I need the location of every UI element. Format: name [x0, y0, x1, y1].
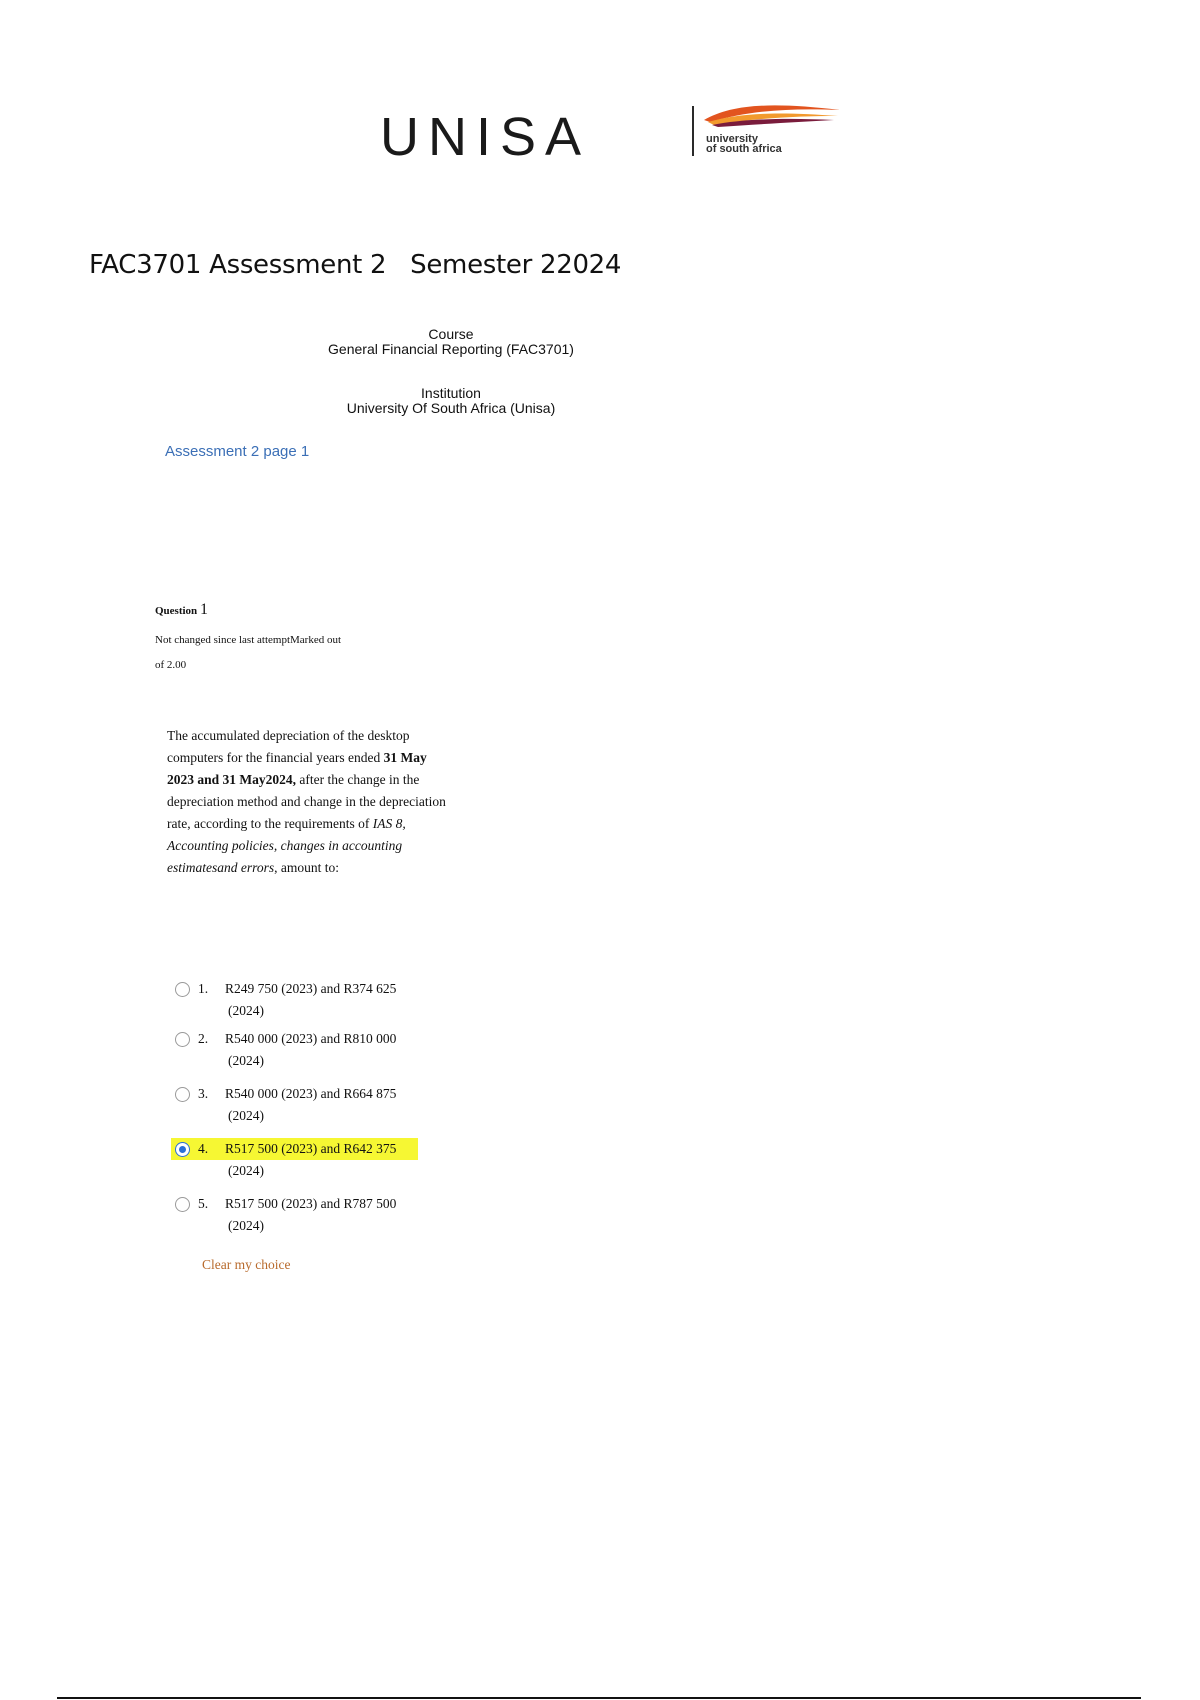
institution-value: University Of South Africa (Unisa)	[346, 400, 556, 416]
institution-block	[251, 386, 651, 416]
radio-button[interactable]	[175, 1032, 190, 1047]
radio-button[interactable]	[175, 1197, 190, 1212]
option-text: R540 000 (2023) and R664 875	[225, 1086, 397, 1101]
logo-divider	[692, 106, 694, 156]
logo-wordmark: UNISA	[380, 107, 591, 167]
bottom-divider	[57, 1697, 1141, 1699]
document-title: FAC3701 Assessment 2 Semester 22024	[89, 250, 622, 280]
question-label: Question	[155, 605, 198, 617]
option-text: R249 750 (2023) and R374 625	[225, 981, 397, 996]
question-status-line1: Not changed since last attemptMarked out	[155, 634, 342, 646]
option-text: R517 500 (2023) and R787 500	[225, 1196, 397, 1211]
question-text-part1: The accumulated depreciation of the desktop computers for the financial years ended	[167, 728, 410, 765]
course-block	[251, 327, 651, 357]
question-status-line2: of 2.00	[155, 659, 187, 671]
logo-sub-line2: of south africa	[706, 143, 782, 155]
question-text-italic: IAS 8, Accounting policies, changes in accounting estimatesand errors	[167, 816, 406, 875]
option-number: 3.	[198, 1086, 209, 1101]
assessment-page-link[interactable]: Assessment 2 page 1	[165, 443, 310, 460]
question-text-bold: 31 May 2023 and 31 May2024,	[167, 750, 427, 787]
option-text-cont: (2024)	[228, 1003, 264, 1018]
question-header	[155, 601, 208, 619]
question-text-part3: , amount to:	[274, 860, 339, 875]
logo-subtitle	[706, 134, 782, 154]
option-text-cont: (2024)	[228, 1053, 264, 1068]
question-text	[167, 725, 447, 879]
radio-button[interactable]	[175, 1087, 190, 1102]
option-text: R540 000 (2023) and R810 000	[225, 1031, 397, 1046]
option-number: 1.	[198, 981, 209, 996]
institution-label: Institution	[421, 385, 481, 401]
question-text-part2: after the change in the depreciation method and change in the depreciation rate, according to the requirements of	[167, 772, 446, 831]
option-text: R517 500 (2023) and R642 375	[225, 1141, 397, 1156]
clear-choice-link[interactable]: Clear my choice	[202, 1257, 291, 1272]
option-text-cont: (2024)	[228, 1108, 264, 1123]
logo-swoosh-icon	[702, 102, 842, 128]
logo-sub-line1: university	[706, 133, 758, 145]
course-label: Course	[428, 326, 474, 342]
radio-button-selected[interactable]	[175, 1142, 190, 1157]
course-value: General Financial Reporting (FAC3701)	[328, 341, 574, 357]
option-text-cont: (2024)	[228, 1163, 264, 1178]
option-text-cont: (2024)	[228, 1218, 264, 1233]
option-number: 2.	[198, 1031, 209, 1046]
option-number: 5.	[198, 1196, 209, 1211]
unisa-logo	[380, 100, 860, 170]
question-status	[155, 628, 385, 678]
option-number: 4.	[198, 1141, 209, 1156]
question-number: 1	[199, 601, 208, 618]
radio-button[interactable]	[175, 982, 190, 997]
